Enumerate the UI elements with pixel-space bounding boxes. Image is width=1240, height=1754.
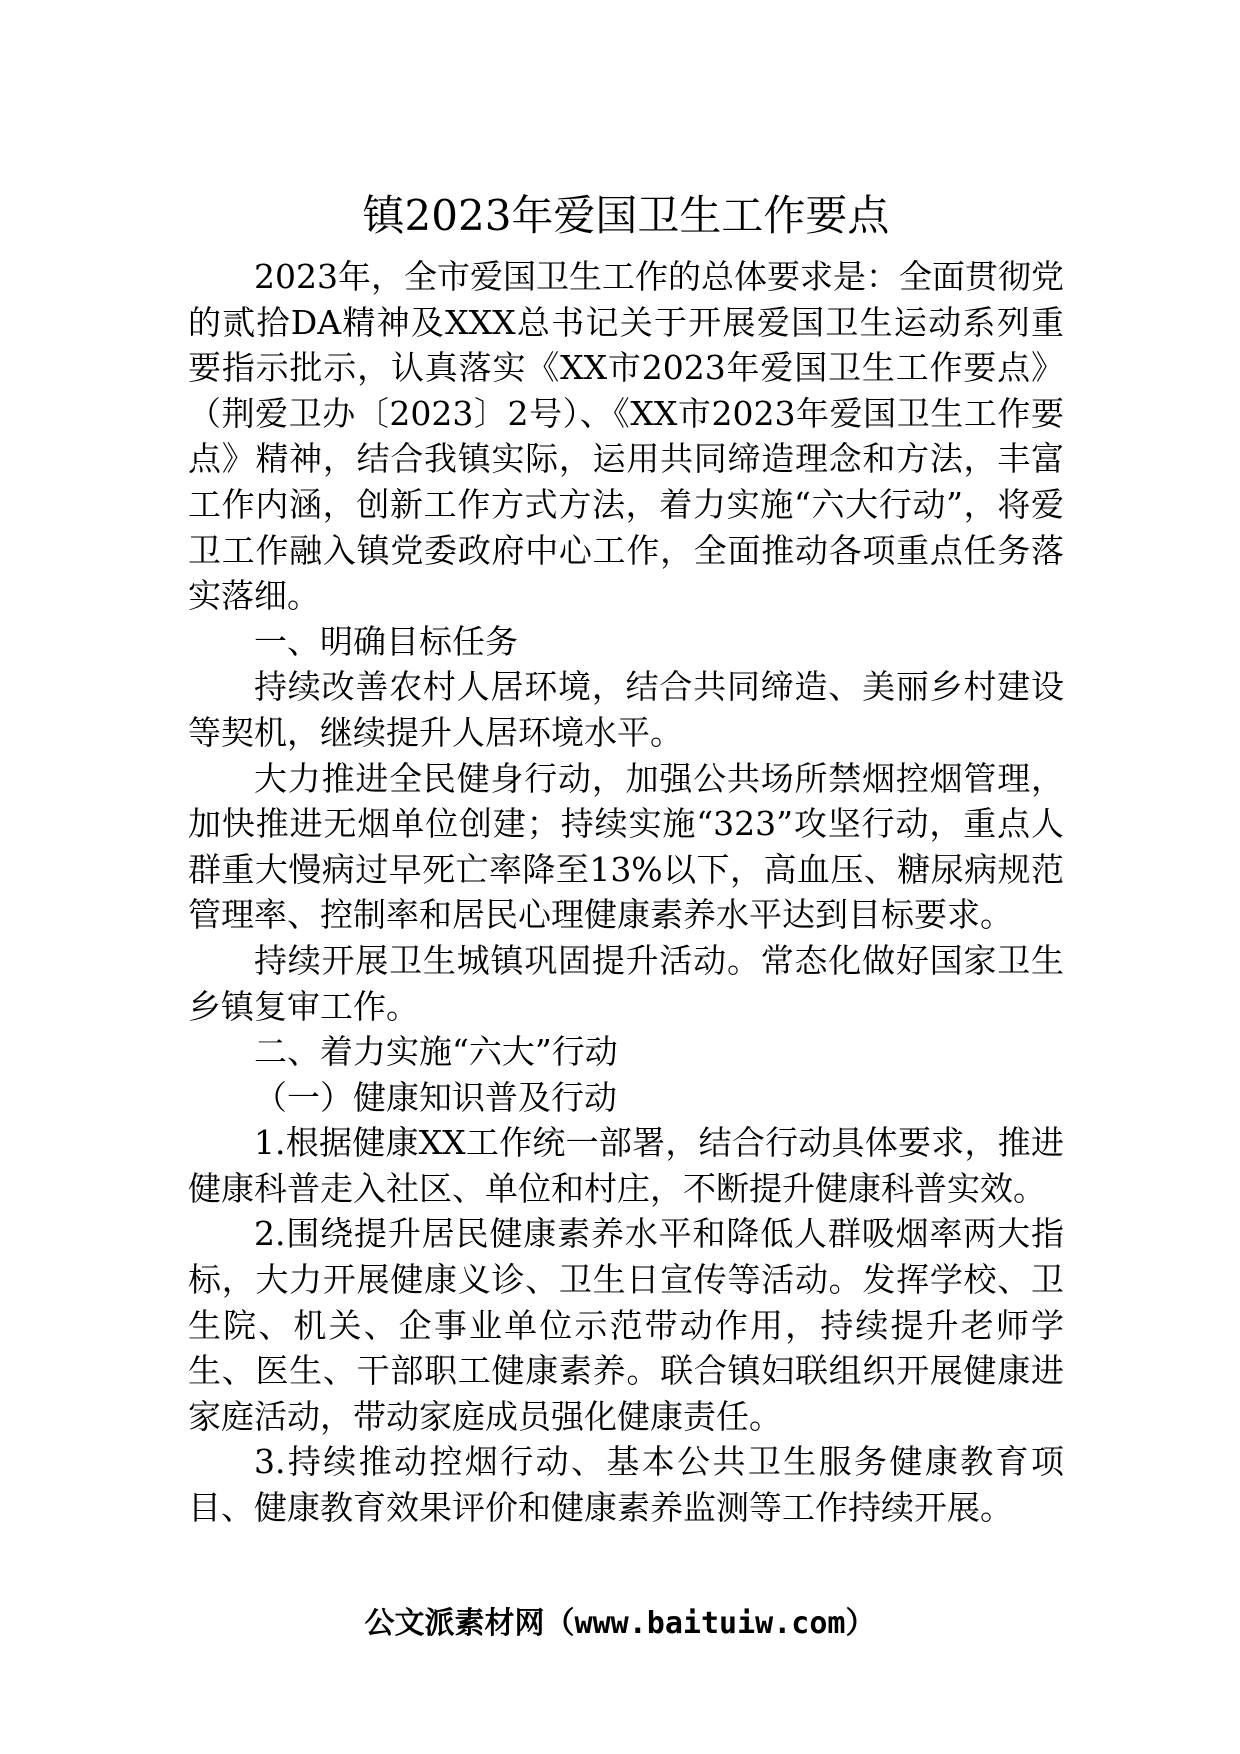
list-item: 2.围绕提升居民健康素养水平和降低人群吸烟率两大指标，大力开展健康义诊、卫生日宣传等活动。发挥学校、卫生院、机关、企事业单位示范带动作用，持续提升老师学生、医生、干部职工健康素养。联合镇妇联组织开展健康进家庭活动，带动家庭成员强化健康责任。 — [188, 1214, 1064, 1436]
paragraph: 持续改善农村人居环境，结合共同缔造、美丽乡村建设等契机，继续提升人居环境水平。 — [188, 667, 1064, 752]
footer-source: 公文派素材网（www.baituiw.com） — [364, 1606, 876, 1641]
list-item: 1.根据健康XX工作统一部署，结合行动具体要求，推进健康科普走入社区、单位和村庄，不断提升健康科普实效。 — [188, 1123, 1064, 1208]
paragraph: 持续开展卫生城镇巩固提升活动。常态化做好国家卫生乡镇复审工作。 — [188, 940, 1064, 1026]
paragraph: 大力推进全民健身行动，加强公共场所禁烟控烟管理，加快推进无烟单位创建；持续实施“323”攻坚行动，重点人群重大慢病过早死亡率降至13%以下，高血压、糖尿病规范管理率、控制率和居民心理健康素养水平达到目标要求。 — [188, 758, 1064, 935]
document-title: 镇2023年爱国卫生工作要点 — [362, 191, 890, 240]
heading-section-2: 二、着力实施“六大”行动 — [254, 1032, 618, 1072]
paragraph-intro: 2023年，全市爱国卫生工作的总体要求是：全面贯彻党的贰拾DA精神及XXX总书记关于开展爱国卫生运动系列重要指示批示，认真落实《XX市2023年爱国卫生工作要点》（荆爱卫办〔2023〕2号）、《XX市2023年爱国卫生工作要点》精神，结合我镇实际，运用共同缔造理念和方法，丰富工作内涵，创新工作方式方法，着力实施“六大行动”，将爱卫工作融入镇党委政府中心工作，全面推动各项重点任务落实落细。 — [188, 257, 1064, 616]
heading-subsection-1: （一）健康知识普及行动 — [254, 1077, 617, 1117]
document-page — [188, 186, 1064, 1531]
heading-section-1: 一、明确目标任务 — [254, 621, 518, 661]
list-item: 3.持续推动控烟行动、基本公共卫生服务健康教育项目、健康教育效果评价和健康素养监测等工作持续开展。 — [188, 1442, 1064, 1528]
document-body — [188, 254, 1064, 1531]
